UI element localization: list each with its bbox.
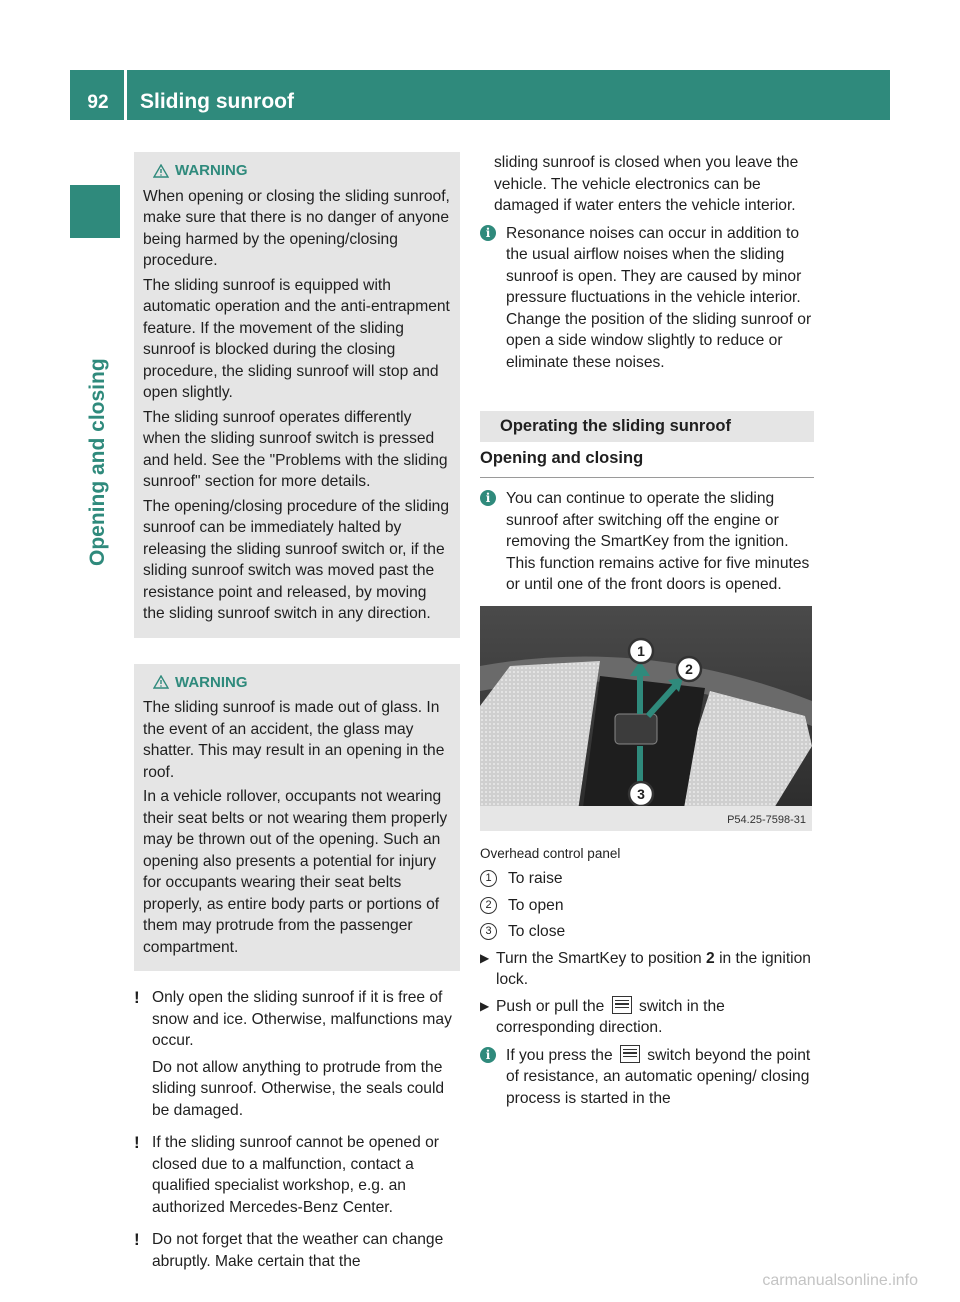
info-note — [480, 488, 814, 596]
callout-number: 2 — [480, 897, 497, 914]
warning-paragraph: In a vehicle rollover, occupants not wearing their seat belts or not wearing them properly may be thrown out of the opening. Such an opening also presents a potential for injury for occupants wearing their seat belts properly, as entire body parts or portions of them may protrude from the passenger compartment. — [143, 788, 448, 956]
warning-heading — [153, 160, 451, 182]
left-column — [134, 152, 460, 1281]
warning-paragraph: The sliding sunroof operates differently when the sliding sunroof switch is pressed and held. See the "Problems with the sliding sunroof" section for more details. — [143, 408, 448, 490]
sunroof-switch-icon — [612, 996, 632, 1014]
instruction-step — [480, 996, 814, 1039]
step-text: Turn the SmartKey to position 2 in the ignition lock. — [496, 949, 811, 988]
step-arrow-icon: ▶ — [480, 950, 490, 965]
exclamation-icon: ! — [134, 1230, 140, 1249]
sunroof-switch-icon — [620, 1045, 640, 1063]
callout-number: 3 — [480, 923, 497, 940]
note-text: Do not forget that the weather can change abruptly. Make certain that the — [152, 1231, 444, 1270]
note-text: Do not allow anything to protrude from the sliding sunroof. Otherwise, the seals could be damaged. — [152, 1058, 445, 1119]
step-arrow-icon: ▶ — [480, 998, 490, 1013]
chapter-label — [78, 246, 118, 566]
warning-paragraph: The opening/closing procedure of the sliding sunroof can be immediately halted by releasing the sliding sunroof switch or, if the sliding sunroof switch was moved past the resistance point and released, by moving the sliding sunroof switch in any direction. — [143, 497, 450, 622]
section-heading: Operating the sliding sunroof — [480, 411, 814, 442]
legend-item — [480, 895, 814, 917]
warning-label: WARNING — [175, 673, 248, 691]
warning-triangle-icon — [153, 675, 169, 689]
warning-paragraph: The sliding sunroof is equipped with automatic operation and the anti-entrapment feature. If the movement of the sliding sunroof is blocked during the closing procedure, the sliding sunroof will stop and open slightly. — [143, 276, 450, 401]
caution-note — [134, 1132, 460, 1223]
warning-box — [134, 152, 460, 638]
overhead-control-panel-image — [480, 606, 812, 831]
note-text: If the sliding sunroof cannot be opened or closed due to a malfunction, contact a qualified specialist workshop, e.g. an authorized Mercedes-Benz Center. — [152, 1134, 439, 1216]
info-note — [480, 1045, 814, 1110]
caution-note — [134, 1229, 460, 1277]
callout-label: 3 — [637, 785, 645, 802]
section-title: Sliding sunroof — [140, 90, 294, 113]
info-icon: i — [480, 490, 496, 506]
warning-triangle-icon — [153, 164, 169, 178]
callout-number: 1 — [480, 870, 497, 887]
header-divider — [124, 70, 127, 120]
warning-paragraph: The sliding sunroof is made out of glass. In the event of an accident, the glass may shatter. This may result in an opening in the roof. — [143, 699, 445, 781]
info-note — [480, 223, 814, 374]
exclamation-icon: ! — [134, 1133, 140, 1152]
right-column — [480, 152, 814, 1113]
warning-heading — [153, 672, 451, 694]
warning-box — [134, 664, 460, 972]
caution-note — [134, 987, 460, 1126]
sub-heading: Opening and closing — [480, 448, 814, 479]
info-icon: i — [480, 1047, 496, 1063]
info-text: Resonance noises can occur in addition to the usual airflow noises when the sliding sunroof is open. They are caused by minor pressure fluctuations in the vehicle interior. Change the position of the sliding sunroof or open a side window slightly to reduce or eliminate these noises. — [506, 224, 812, 371]
instruction-step — [480, 948, 814, 991]
exclamation-icon: ! — [134, 988, 140, 1007]
callout-label: 2 — [685, 660, 693, 677]
warning-label: WARNING — [175, 162, 248, 179]
page-number: 92 — [87, 92, 109, 113]
warning-paragraph: When opening or closing the sliding sunroof, make sure that there is no danger of anyone being harmed by the opening/closing procedure. — [143, 187, 450, 269]
legend-text: To open — [508, 896, 564, 914]
legend-item — [480, 868, 814, 890]
legend-text: To raise — [508, 870, 563, 887]
chapter-tab — [70, 185, 120, 238]
legend-text: To close — [508, 923, 566, 940]
callout-label: 1 — [637, 642, 645, 659]
continued-text: sliding sunroof is closed when you leave the vehicle. The vehicle electronics can be damaged if water enters the vehicle interior. — [494, 154, 799, 214]
note-text: Only open the sliding sunroof if it is free of snow and ice. Otherwise, malfunctions may occur. — [152, 989, 452, 1049]
image-code: P54.25-7598-31 — [727, 813, 806, 826]
info-text: You can continue to operate the sliding sunroof after switching off the engine or removing the SmartKey from the ignition. This function remains active for five minutes or until one of the front doors is opened. — [506, 490, 810, 593]
legend-item — [480, 921, 814, 943]
step-text: Push or pull the switch in the corresponding direction. — [496, 997, 725, 1036]
watermark: carmanualsonline.info — [762, 1272, 918, 1289]
info-icon: i — [480, 225, 496, 241]
image-caption: Overhead control panel — [480, 845, 621, 861]
info-text: If you press the switch beyond the point of resistance, an automatic opening/ closing process is started in the — [506, 1046, 811, 1107]
chapter-label-text: Opening and closing — [86, 358, 109, 566]
